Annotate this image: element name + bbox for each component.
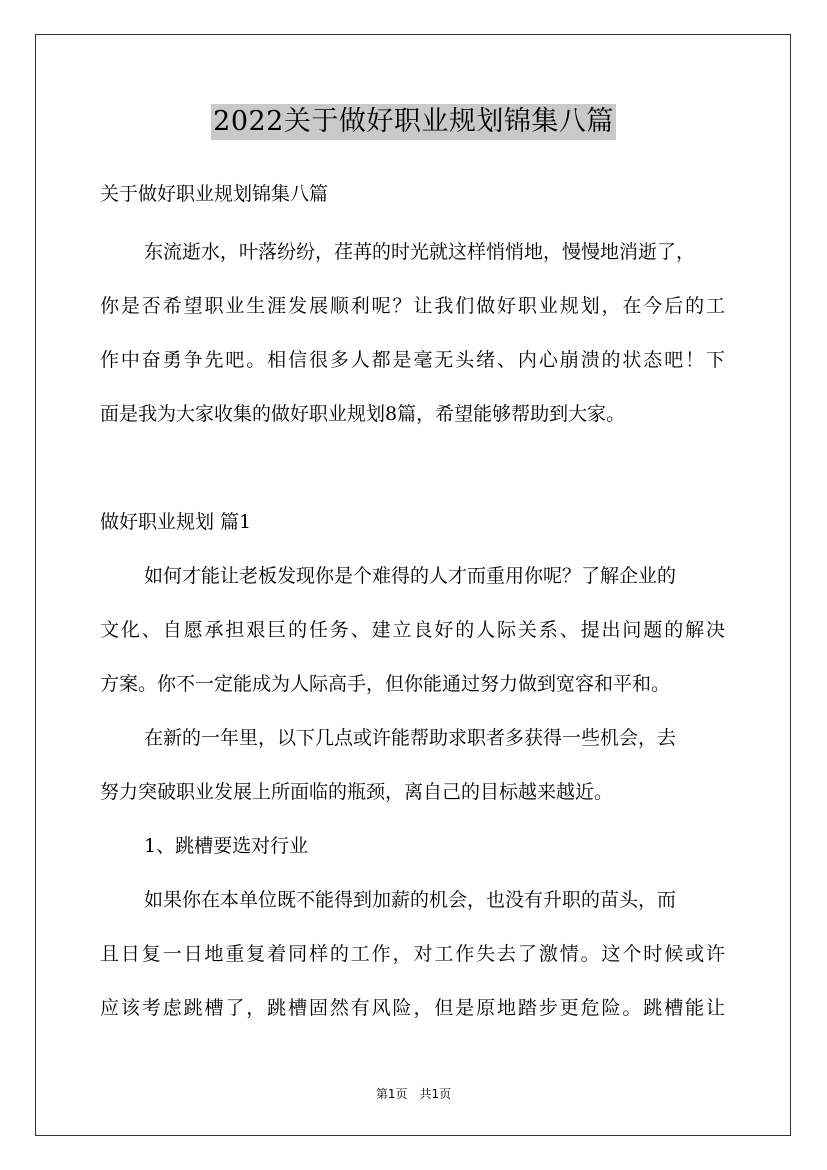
para3-line-2: 且日复一日地重复着同样的工作，对工作失去了激情。这个时候或许 [100, 943, 725, 965]
para1-line-1: 如何才能让老板发现你是个难得的人才而重用你呢？了解企业的 [144, 565, 677, 587]
subtitle: 关于做好职业规划锦集八篇 [100, 183, 329, 205]
para3-line-1: 如果你在本单位既不能得到加薪的机会，也没有升职的苗头，而 [144, 889, 677, 911]
intro-line-4: 面是我为大家收集的做好职业规划8篇，希望能够帮助到大家。 [100, 403, 626, 425]
para2-line-2: 努力突破职业发展上所面临的瓶颈，离自己的目标越来越近。 [100, 781, 614, 803]
item1-heading: 1、跳槽要选对行业 [144, 835, 309, 857]
section-heading: 做好职业规划 篇1 [100, 511, 252, 533]
page-footer: 第1页 共1页 [375, 1087, 452, 1101]
intro-line-2: 你是否希望职业生涯发展顺利呢？让我们做好职业规划，在今后的工 [100, 295, 725, 317]
para1-line-3: 方案。你不一定能成为人际高手，但你能通过努力做到宽容和平和。 [100, 673, 671, 695]
intro-line-3: 作中奋勇争先吧。相信很多人都是毫无头绪、内心崩溃的状态吧！下 [100, 349, 725, 371]
intro-line-1: 东流逝水，叶落纷纷，荏苒的时光就这样悄悄地，慢慢地消逝了， [144, 241, 696, 263]
para3-line-3: 应该考虑跳槽了，跳槽固然有风险，但是原地踏步更危险。跳槽能让 [100, 997, 725, 1019]
document-title: 2022关于做好职业规划锦集八篇 [211, 104, 616, 140]
title-wrap [0, 104, 827, 140]
para1-line-2: 文化、自愿承担艰巨的任务、建立良好的人际关系、提出问题的解决 [100, 619, 725, 641]
para2-line-1: 在新的一年里，以下几点或许能帮助求职者多获得一些机会，去 [144, 727, 677, 749]
